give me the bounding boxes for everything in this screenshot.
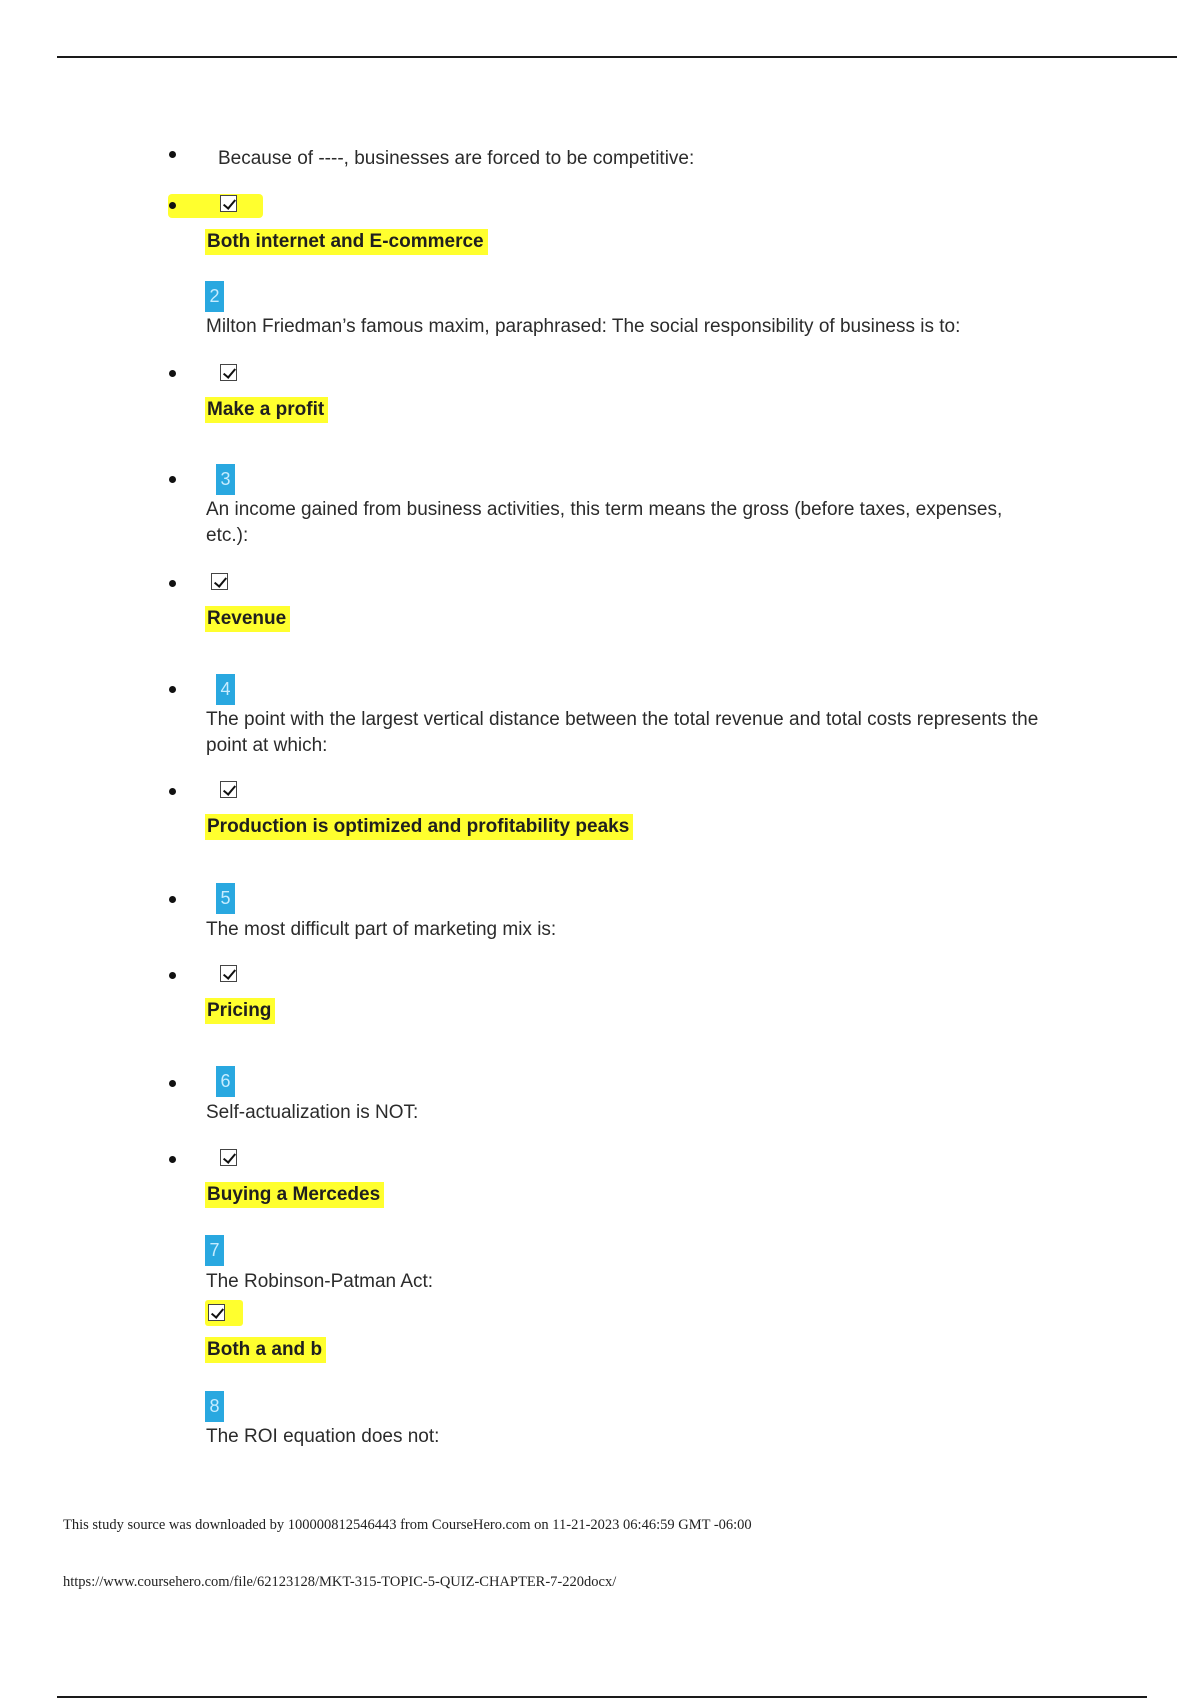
- bottom-rule: [57, 1696, 1147, 1698]
- question-text: Milton Friedman’s famous maxim, paraphrased: The social responsibility of business is to:: [206, 316, 961, 337]
- question-number-badge: 2: [205, 281, 224, 312]
- bullet-dot-icon: [169, 202, 176, 209]
- checked-checkbox-icon[interactable]: [220, 1149, 237, 1166]
- question-number-badge: 7: [205, 1235, 224, 1266]
- bullet-dot-icon: [169, 1156, 176, 1163]
- bullet-dot-icon: [169, 686, 176, 693]
- question-number-badge: 5: [216, 883, 235, 914]
- checked-checkbox-icon[interactable]: [220, 195, 237, 212]
- download-notice: This study source was downloaded by 100000812546443 from CourseHero.com on 11-21-2023 06:46:59 GMT -06:00: [63, 1517, 752, 1533]
- answer-text: Production is optimized and profitability peaks: [205, 814, 633, 840]
- answer-text: Buying a Mercedes: [205, 1182, 384, 1208]
- source-url[interactable]: https://www.coursehero.com/file/62123128/MKT-315-TOPIC-5-QUIZ-CHAPTER-7-220docx/: [63, 1574, 617, 1590]
- answer-text: Revenue: [205, 606, 290, 632]
- checked-checkbox-icon[interactable]: [211, 573, 228, 590]
- answer-text: Make a profit: [205, 397, 328, 423]
- bullet-dot-icon: [169, 580, 176, 587]
- question-text: The ROI equation does not:: [206, 1426, 440, 1447]
- question-text: Self-actualization is NOT:: [206, 1102, 419, 1123]
- question-text: The most difficult part of marketing mix is:: [206, 919, 557, 940]
- answer-text: Both internet and E-commerce: [205, 229, 488, 255]
- bullet-dot-icon: [169, 896, 176, 903]
- bullet-dot-icon: [169, 476, 176, 483]
- bullet-dot-icon: [169, 972, 176, 979]
- checked-checkbox-icon[interactable]: [220, 364, 237, 381]
- question-text: The Robinson-Patman Act:: [206, 1271, 434, 1292]
- bullet-dot-icon: [169, 788, 176, 795]
- question-number-badge: 8: [205, 1391, 224, 1422]
- question-number-badge: 4: [216, 674, 235, 705]
- question-text: An income gained from business activities, this term means the gross (before taxes, expenses, etc.):: [206, 499, 1003, 546]
- answer-text: Pricing: [205, 998, 275, 1024]
- top-rule: [57, 56, 1177, 58]
- question-text: Because of ----, businesses are forced to be competitive:: [218, 148, 695, 169]
- checked-checkbox-icon[interactable]: [208, 1304, 225, 1321]
- highlight-mark: [168, 194, 263, 218]
- bullet-dot-icon: [169, 370, 176, 377]
- answer-text: Both a and b: [205, 1337, 326, 1363]
- bullet-dot-icon: [169, 1080, 176, 1087]
- checked-checkbox-icon[interactable]: [220, 781, 237, 798]
- bullet-dot-icon: [169, 151, 176, 158]
- checked-checkbox-icon[interactable]: [220, 965, 237, 982]
- question-number-badge: 3: [216, 464, 235, 495]
- question-number-badge: 6: [216, 1066, 235, 1097]
- question-text: The point with the largest vertical distance between the total revenue and total costs represents the point at which:: [206, 709, 1039, 756]
